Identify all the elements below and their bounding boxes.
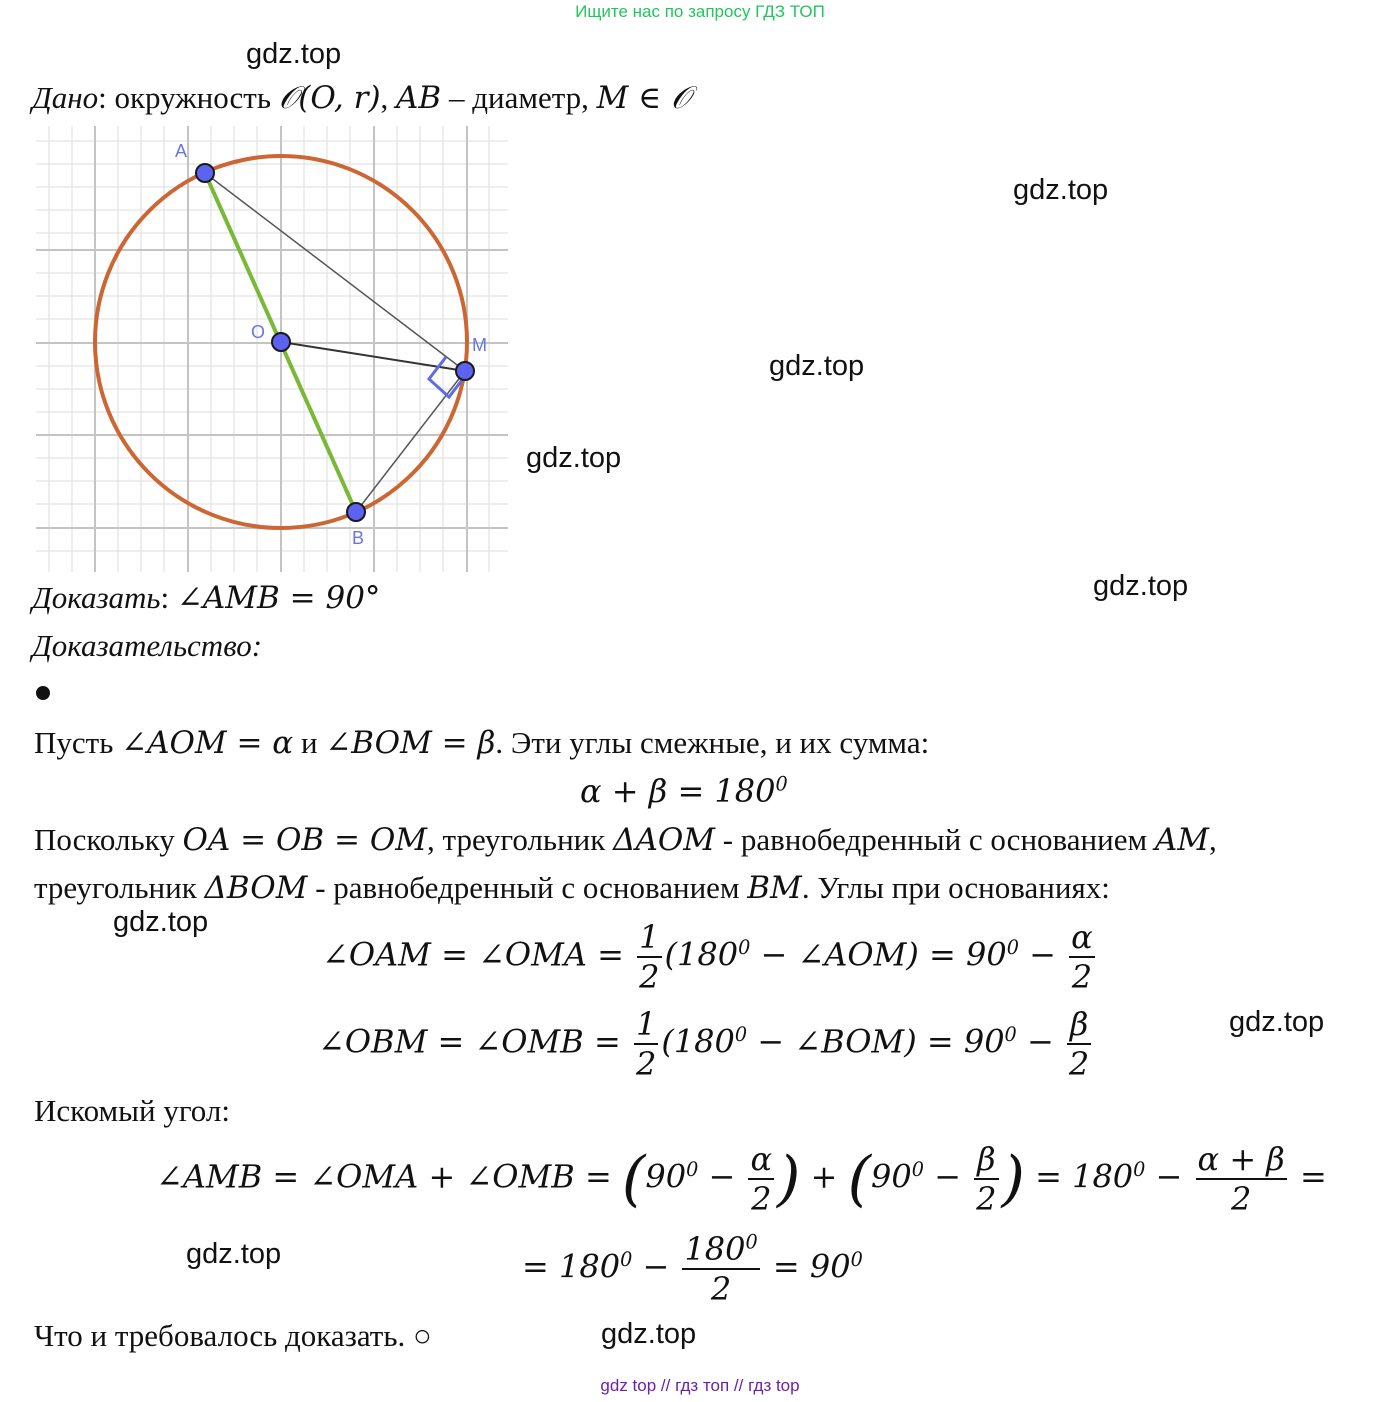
prove-statement: ∠AMB = 90° [176,580,381,616]
equation-oam: ∠OAM = ∠OMA = $\frac{1}{2}$ ($180^0$ − ∠AOM) = $90^0$ − $\frac{\alpha}{2}$ [322,918,1093,996]
given-member: M ∈ 𝒪 [596,80,691,116]
given-diameter: AB [396,80,442,116]
bullet [36,686,50,700]
given-text: окружность [106,80,279,115]
search-banner: Ищите нас по запросу ГДЗ ТОП [575,2,825,21]
chord-bm [356,371,465,512]
watermark: gdz.top [186,1238,282,1270]
equation-sum: $\alpha + \beta = 180^0$ [580,772,788,810]
label-b: B [352,528,365,548]
proof-label: Доказательство: [32,628,263,663]
equation-amb: ∠AMB = ∠OMA + ∠OMB = ($90^0$ − $\frac{\alpha}{2}$ ) + ($90^0$ − $\frac{\beta}{2}$ ) = $180^0$ − $\frac{\alpha + \beta}{2}$ = [156,1140,1327,1218]
paragraph-3: треугольник ΔBOM - равнобедренный с основанием BM. Углы при основаниях: [34,870,1110,906]
watermark: gdz.top [769,350,865,382]
label-m: M [472,335,487,355]
watermark: gdz.top [601,1318,697,1350]
conclusion: Что и требовалось доказать. ○ [34,1318,432,1353]
geometry-figure [36,126,508,572]
equation-result: = $180^0$ − $\frac{180^0}{2}$ = $90^0$ [522,1230,863,1308]
prove-label: Доказать [32,580,161,615]
watermark: gdz.top [1229,1006,1325,1038]
footer-links[interactable]: gdz top // гдз топ // гдз top [600,1376,800,1395]
label-a: A [175,141,188,161]
point-b [347,503,365,521]
paragraph-4: Искомый угол: [34,1093,230,1128]
point-a [196,164,214,182]
equation-obm: ∠OBM = ∠OMB = $\frac{1}{2}$ ($180^0$ − ∠BOM) = $90^0$ − $\frac{\beta}{2}$ [318,1005,1090,1083]
watermark: gdz.top [1013,174,1109,206]
watermark: gdz.top [246,38,342,70]
given-label: Дано [32,80,99,115]
paragraph-1: Пусть ∠AOM = α и ∠BOM = β. Эти углы смежные, и их сумма: [34,725,930,761]
watermark: gdz.top [1093,570,1189,602]
watermark: gdz.top [526,442,622,474]
paragraph-2: Поскольку OA = OB = OM, треугольник ΔAOM - равнобедренный с основанием AM, [34,822,1217,858]
given-line: Дано: окружность 𝒪(O, r), AB – диаметр, M ∈ 𝒪 [32,80,691,116]
chord-am [205,173,465,371]
prove-line: Доказать: ∠AMB = 90° [32,580,381,616]
watermark: gdz.top [113,906,209,938]
label-o: O [251,322,266,342]
given-circle: 𝒪(O, r) [278,80,381,116]
point-o [272,333,290,351]
point-m [456,362,474,380]
